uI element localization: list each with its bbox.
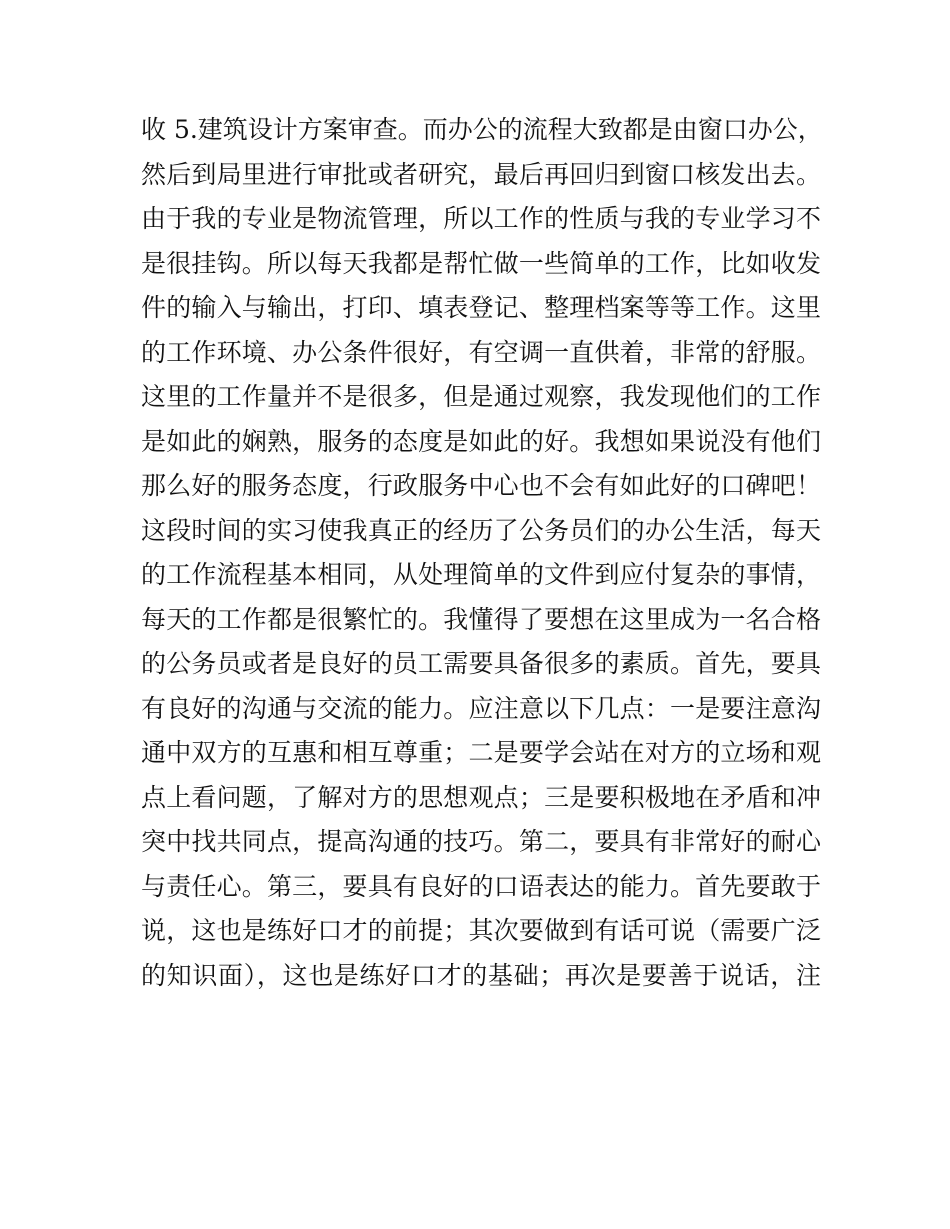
text-line: 然后到局里进行审批或者研究，最后再回归到窗口核发出去。 bbox=[141, 159, 821, 189]
text-line: 这段时间的实习使我真正的经历了公务员们的办公生活，每天 bbox=[141, 515, 821, 545]
text-line: 点上看问题，了解对方的思想观点；三是要积极地在矛盾和冲 bbox=[141, 782, 821, 812]
text-line: 是很挂钩。所以每天我都是帮忙做一些简单的工作，比如收发 bbox=[141, 248, 821, 278]
text-line: 说，这也是练好口才的前提；其次要做到有话可说（需要广泛 bbox=[141, 916, 821, 945]
text-line: 每天的工作都是很繁忙的。我懂得了要想在这里成为一名合格 bbox=[141, 604, 821, 634]
text-line: 这里的工作量并不是很多，但是通过观察，我发现他们的工作 bbox=[141, 382, 821, 411]
text-line: 是如此的娴熟，服务的态度是如此的好。我想如果说没有他们 bbox=[141, 426, 821, 456]
text-line: 的知识面），这也是练好口才的基础；再次是要善于说话，注 bbox=[141, 960, 821, 990]
text-line: 那么好的服务态度，行政服务中心也不会有如此好的口碑吧！ bbox=[141, 471, 821, 500]
body-text bbox=[141, 108, 821, 998]
text-line: 收 5.建筑设计方案审查。而办公的流程大致都是由窗口办公， bbox=[141, 115, 823, 144]
text-line: 的公务员或者是良好的员工需要具备很多的素质。首先，要具 bbox=[141, 649, 821, 678]
text-line: 的工作环境、办公条件很好，有空调一直供着，非常的舒服。 bbox=[141, 337, 821, 367]
text-line: 通中双方的互惠和相互尊重；二是要学会站在对方的立场和观 bbox=[141, 738, 821, 767]
text-line: 的工作流程基本相同，从处理简单的文件到应付复杂的事情， bbox=[141, 560, 821, 589]
text-line: 件的输入与输出，打印、填表登记、整理档案等等工作。这里 bbox=[141, 293, 821, 322]
text-line: 突中找共同点，提高沟通的技巧。第二，要具有非常好的耐心 bbox=[141, 827, 821, 856]
text-line: 有良好的沟通与交流的能力。应注意以下几点：一是要注意沟 bbox=[141, 693, 821, 723]
text-line: 与责任心。第三，要具有良好的口语表达的能力。首先要敢于 bbox=[141, 871, 821, 901]
text-line: 由于我的专业是物流管理，所以工作的性质与我的专业学习不 bbox=[141, 204, 821, 233]
